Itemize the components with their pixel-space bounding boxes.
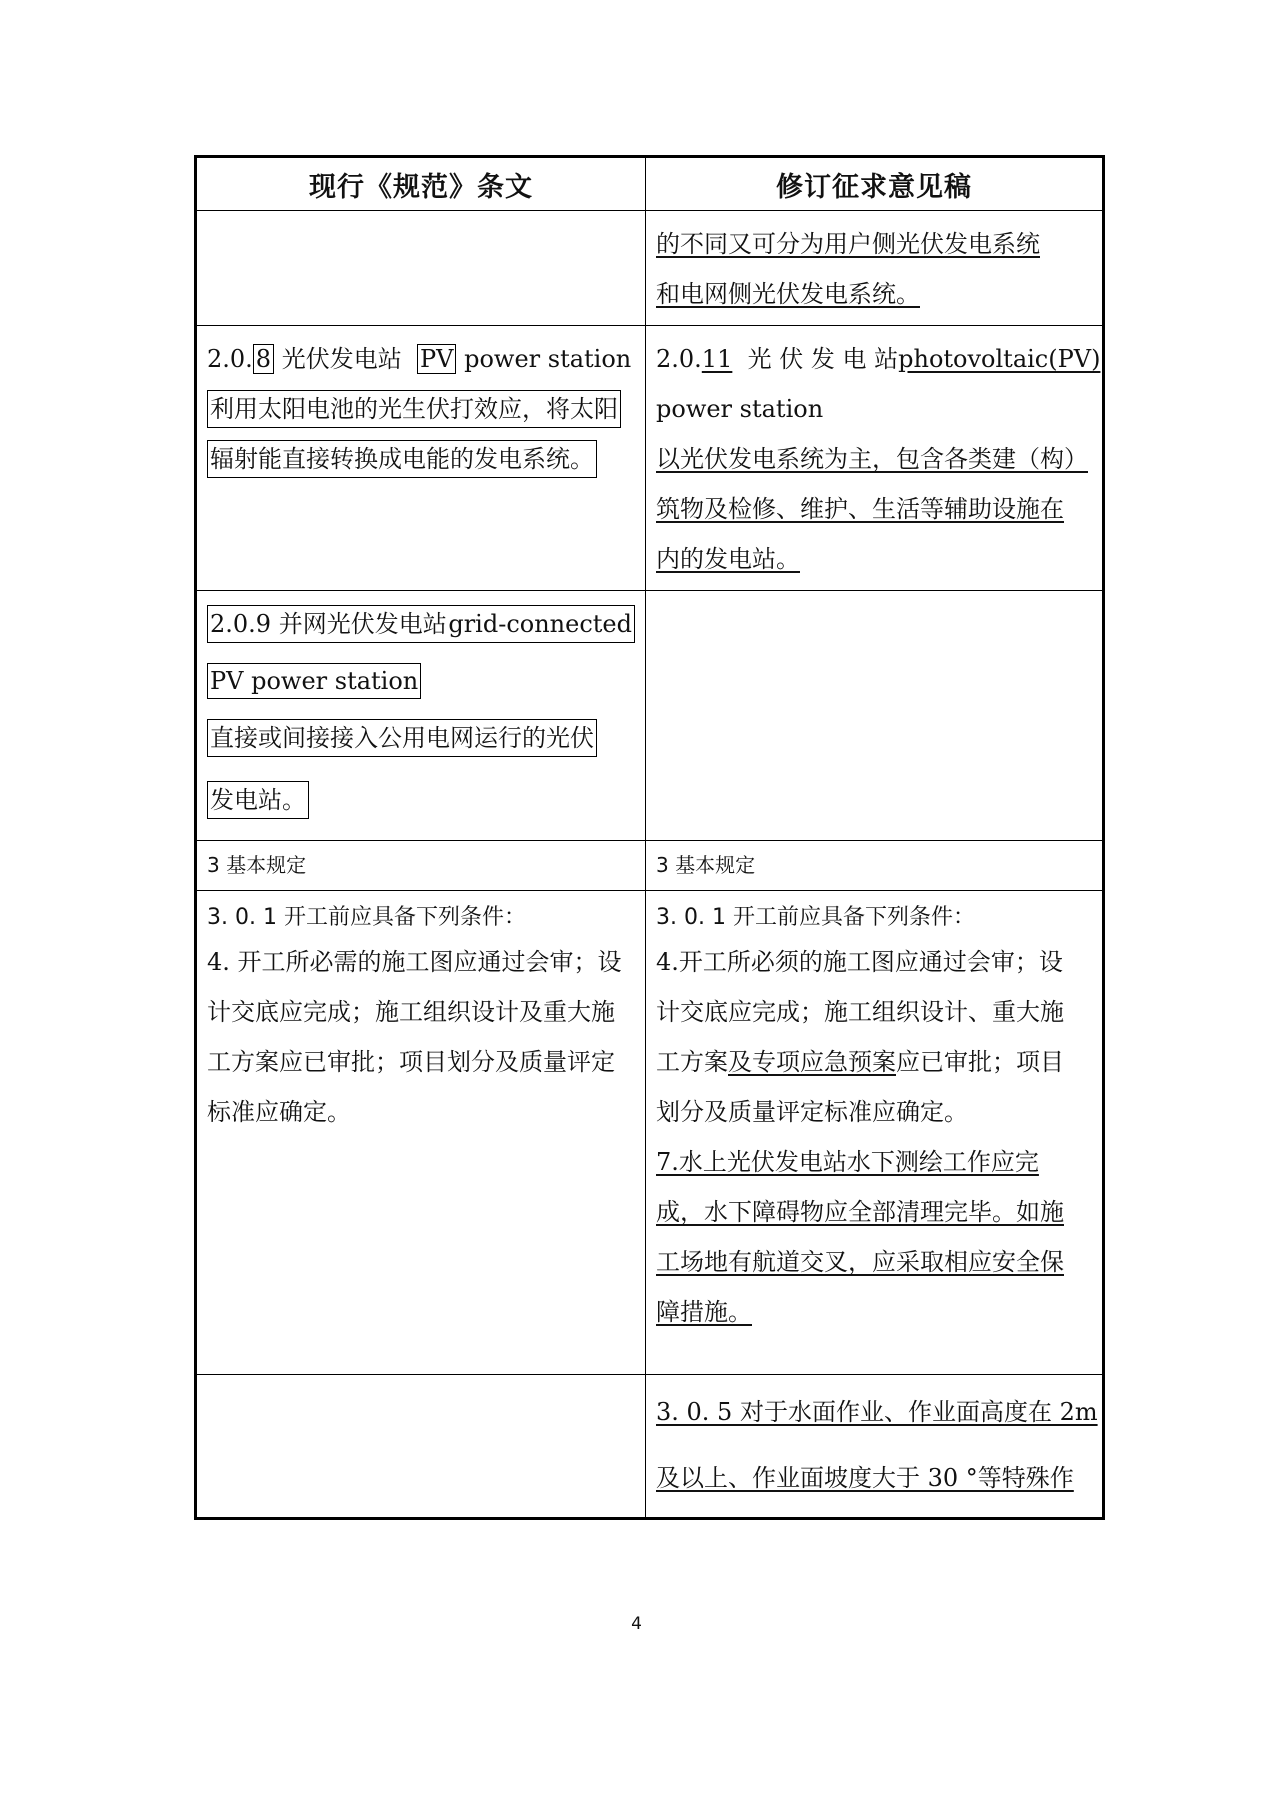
section-heading: 3 基本规定 (646, 841, 1104, 891)
current-cell-empty (196, 1375, 646, 1519)
clause-number: 2.0. (207, 345, 253, 373)
revision-cell-empty (646, 591, 1104, 841)
comparison-table (194, 155, 1105, 1520)
table-row (196, 1375, 1104, 1519)
definition-boxed: 辐射能直接转换成电能的发电系统。 (207, 440, 597, 478)
term-english: power station (656, 395, 824, 423)
revision-cell (646, 211, 1104, 326)
header-revision-draft: 修订征求意见稿 (646, 157, 1104, 211)
clause-number: 2.0. (656, 345, 702, 373)
table-row (196, 891, 1104, 1375)
clause-line: 标准应确定。 (207, 1098, 351, 1126)
revision-cell (646, 891, 1104, 1375)
page-number: 4 (631, 1614, 642, 1634)
clause-heading: 3. 0. 1 开工前应具备下列条件： (656, 905, 975, 930)
term-english-underlined: photovoltaic(PV) (898, 345, 1101, 373)
definition-line: 内的发电站。 (656, 545, 800, 573)
current-cell-empty (196, 211, 646, 326)
added-line: 3. 0. 5 对于水面作业、作业面高度在 2m (656, 1398, 1098, 1426)
revision-line: 的不同又可分为用户侧光伏发电系统 (656, 230, 1040, 258)
current-cell (196, 326, 646, 591)
term-english-boxed: PV (417, 344, 456, 374)
section-heading: 3 基本规定 (196, 841, 646, 891)
clause-line: 4.开工所必须的施工图应通过会审；设 (656, 948, 1063, 976)
term-title-boxed: 2.0.9 并网光伏发电站 grid-connected (207, 605, 635, 643)
term-english-boxed: PV power station (207, 663, 421, 699)
term-line (207, 334, 635, 384)
added-line: 7.水上光伏发电站水下测绘工作应完 (656, 1148, 1039, 1176)
clause-line: 4. 开工所必需的施工图应通过会审；设 (207, 948, 622, 976)
definition-boxed: 利用太阳电池的光生伏打效应，将太阳 (207, 390, 621, 428)
current-cell (196, 891, 646, 1375)
clause-number-boxed: 8 (253, 344, 274, 374)
table-row (196, 326, 1104, 591)
term-english: power station (456, 345, 632, 373)
clause-number-underlined: 11 (701, 345, 733, 373)
current-cell (196, 591, 646, 841)
clause-line: 工方案应已审批；项目划分及质量评定 (207, 1048, 615, 1076)
inserted-text: 及专项应急预案 (728, 1048, 896, 1076)
table-row (196, 211, 1104, 326)
term-chinese: 光伏发电站 (281, 345, 402, 373)
header-current-clauses: 现行《规范》条文 (196, 157, 646, 211)
clause-line: 工方案及专项应急预案应已审批；项目 (656, 1048, 1064, 1076)
term-chinese: 光 伏 发 电 站 (747, 345, 899, 373)
clause-heading: 3. 0. 1 开工前应具备下列条件： (207, 905, 526, 930)
added-line: 障措施。 (656, 1298, 752, 1326)
revision-cell (646, 1375, 1104, 1519)
clause-line: 划分及质量评定标准应确定。 (656, 1098, 968, 1126)
term-line (656, 334, 1101, 384)
revision-cell (646, 326, 1104, 591)
added-line: 成，水下障碍物应全部清理完毕。如施 (656, 1198, 1064, 1226)
added-line: 工场地有航道交叉，应采取相应安全保 (656, 1248, 1064, 1276)
table-header-row (196, 157, 1104, 211)
clause-line: 计交底应完成；施工组织设计、重大施 (656, 998, 1064, 1026)
revision-line: 和电网侧光伏发电系统。 (656, 280, 920, 308)
table-row (196, 591, 1104, 841)
definition-line: 以光伏发电系统为主，包含各类建（构） (656, 445, 1088, 473)
definition-boxed: 发电站。 (207, 781, 309, 819)
definition-line: 筑物及检修、维护、生活等辅助设施在 (656, 495, 1064, 523)
added-line: 及以上、作业面坡度大于 30 °等特殊作 (656, 1464, 1074, 1492)
definition-boxed: 直接或间接接入公用电网运行的光伏 (207, 719, 597, 757)
clause-line: 计交底应完成；施工组织设计及重大施 (207, 998, 615, 1026)
table-row (196, 841, 1104, 891)
